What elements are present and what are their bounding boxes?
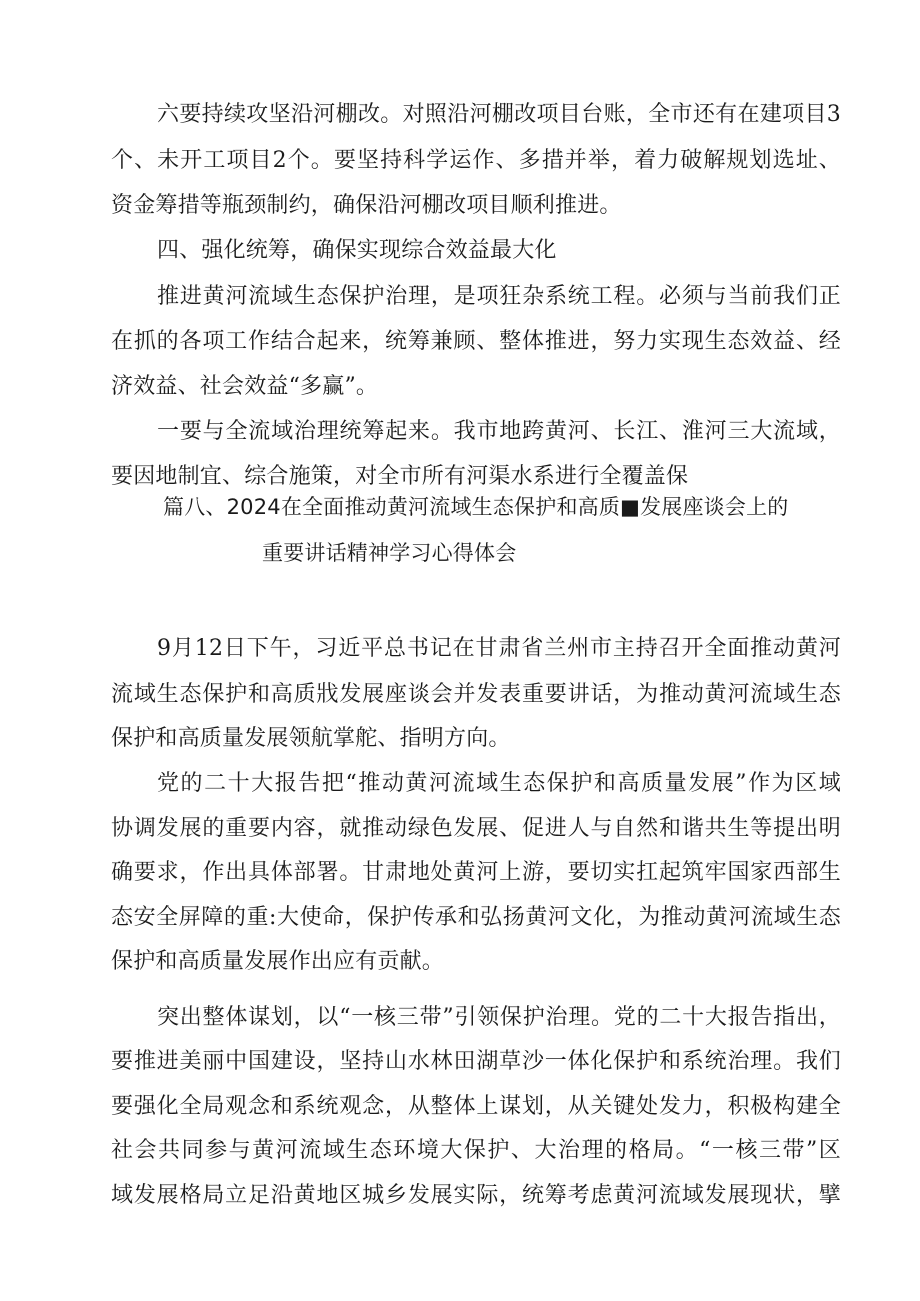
- paragraph-line: 一要与全流域治理统筹起来。我市地跨黄河、长江、淮河三大流域，: [157, 419, 841, 444]
- article-title: 篇八、2024在全面推动黄河流域生态保护和高质■发展座谈会上的: [163, 495, 789, 519]
- paragraph-line: 9月12日下午，习近平总书记在甘肃省兰州市主持召开全面推动黄河: [157, 636, 841, 661]
- paragraph-line: 保护和高质量发展作出应有贡献。: [111, 949, 445, 974]
- paragraph-line: 态安全屏障的重:大使命，保护传承和弘扬黄河文化，为推动黄河流域生态: [111, 905, 841, 930]
- paragraph-line: 党的二十大报告把“推动黄河流域生态保护和高质量发展”作为区域: [157, 771, 841, 796]
- paragraph-line: 社会共同参与黄河流域生态环境大保护、大治理的格局。“一核三带”区: [111, 1138, 841, 1163]
- paragraph-line: 确要求，作出具体部署。甘肃地处黄河上游，要切实扛起筑牢国家西部生: [111, 860, 841, 885]
- article-title: 重要讲话精神学习心得体会: [262, 541, 517, 565]
- paragraph-line: 域发展格局立足沿黄地区城乡发展实际，统筹考虑黄河流域发展现状，擘: [111, 1183, 841, 1208]
- paragraph-line: 六要持续攻坚沿河棚改。对照沿河棚改项目台账，全市还有在建项目3: [157, 102, 841, 127]
- paragraph-line: 保护和高质量发展领航掌舵、指明方向。: [111, 726, 511, 751]
- paragraph-line: 个、未开工项目2个。要坚持科学运作、多措并举，着力破解规划选址、: [111, 148, 841, 173]
- paragraph-line: 要因地制宜、综合施策，对全市所有河渠水系进行全覆盖保: [111, 464, 689, 489]
- paragraph-line: 济效益、社会效益“多赢”。: [111, 374, 379, 399]
- paragraph-line: 资金筹措等瓶颈制约，确保沿河棚改项目顺利推进。: [111, 193, 622, 218]
- paragraph-line: 突出整体谋划，以“一核三带”引领保护治理。党的二十大报告指出，: [157, 1005, 841, 1030]
- paragraph-line: 要推进美丽中国建设，坚持山水林田湖草沙一体化保护和系统治理。我们: [111, 1049, 841, 1074]
- paragraph-line: 在抓的各项工作结合起来，统筹兼顾、整体推进，努力实现生态效益、经: [111, 329, 841, 354]
- paragraph-line: 协调发展的重要内容，就推动绿色发展、促进人与自然和谐共生等提出明: [111, 816, 841, 841]
- section-heading: 四、强化统筹，确保实现综合效益最大化: [157, 238, 557, 263]
- paragraph-line: 要强化全局观念和系统观念，从整体上谋划，从关键处发力，积极构建全: [111, 1094, 841, 1119]
- paragraph-line: 流域生态保护和高质戕发展座谈会并发表重要讲话，为推动黄河流域生态: [111, 682, 841, 707]
- paragraph-line: 推进黄河流域生态保护治理，是项狂杂系统工程。必须与当前我们正: [157, 284, 841, 309]
